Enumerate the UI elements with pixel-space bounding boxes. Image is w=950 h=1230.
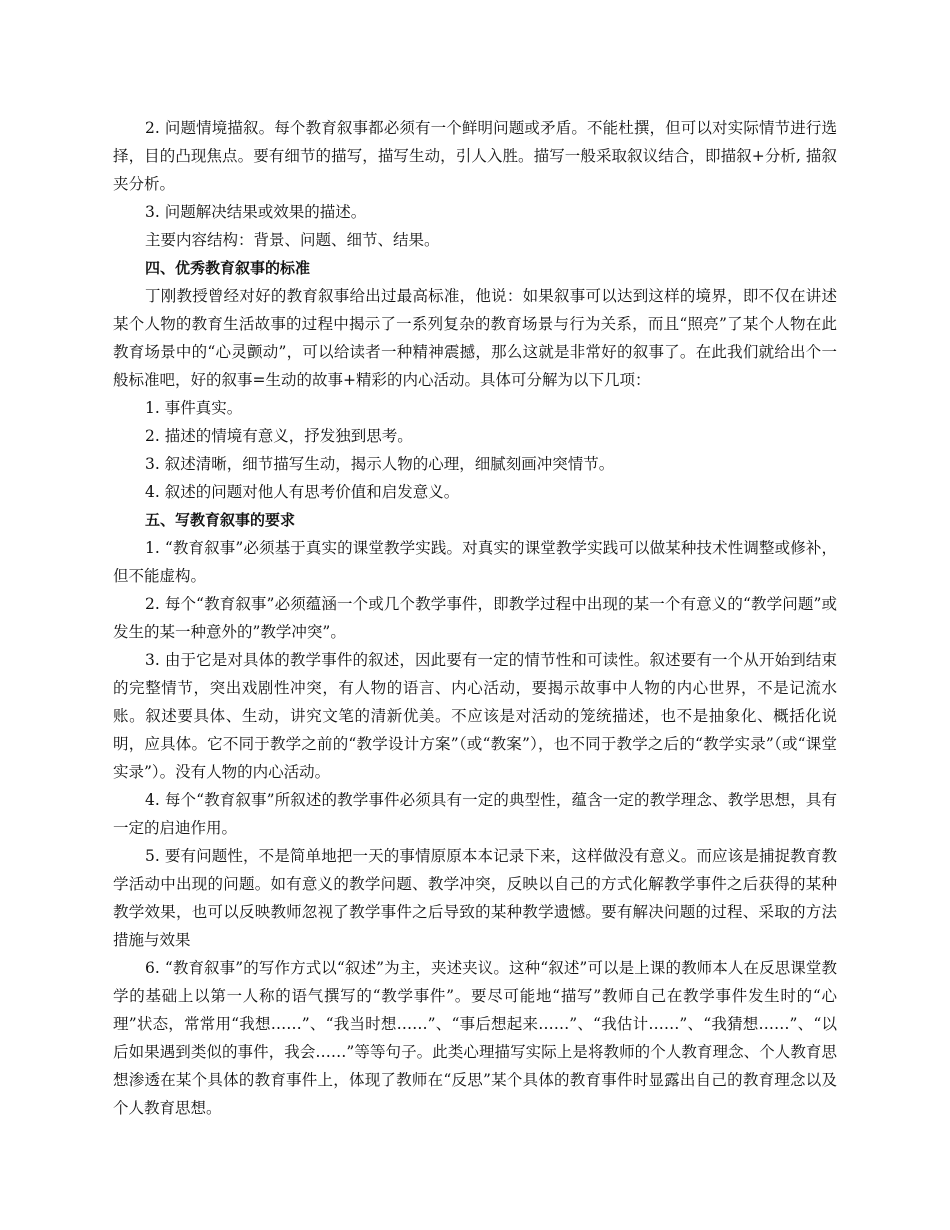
list-item-standard-4: 4. 叙述的问题对他人有思考价值和启发意义。 xyxy=(145,483,460,501)
list-item-requirement-1: 1. “教育叙事”必须基于真实的课堂教学实践。对真实的课堂教学实践可以做某种技术性调整或修补，但不能虚构。 xyxy=(113,539,837,585)
list-item-standard-2: 2. 描述的情境有意义，抒发独到思考。 xyxy=(145,427,413,445)
section-heading-standards: 四、优秀教育叙事的标准 xyxy=(145,259,311,277)
list-item-standard-1: 1. 事件真实。 xyxy=(145,399,243,417)
list-item-requirement-5: 5. 要有问题性，不是简单地把一天的事情原原本本记录下来，这样做没有意义。而应该是捕捉教育教学活动中出现的问题。如有意义的教学问题、教学冲突，反映以自己的方式化解教学事件之后获得的某种教学效果，也可以反映教师忽视了教学事件之后导致的某种教学遗憾。要有解决问题的过程、采取的方法措施与效果 xyxy=(113,847,837,949)
paragraph-content-structure: 主要内容结构：背景、问题、细节、结果。 xyxy=(145,231,440,249)
paragraph-problem-result: 3. 问题解决结果或效果的描述。 xyxy=(145,203,367,221)
paragraph-standards-intro: 丁刚教授曾经对好的教育叙事给出过最高标准，他说：如果叙事可以达到这样的境界，即不仅在讲述某个人物的教育生活故事的过程中揭示了一系列复杂的教育场景与行为关系，而且“照亮”了某个人物在此教育场景中的“心灵颤动”，可以给读者一种精神震撼，那么这就是非常好的叙事了。在此我们就给出个一般标准吧，好的叙事=生动的故事+精彩的内心活动。具体可分解为以下几项： xyxy=(113,287,837,389)
list-item-standard-3: 3. 叙述清晰，细节描写生动，揭示人物的心理，细腻刻画冲突情节。 xyxy=(145,455,615,473)
section-heading-requirements: 五、写教育叙事的要求 xyxy=(145,511,296,529)
list-item-requirement-2: 2. 每个“教育叙事”必须蕴涵一个或几个教学事件，即教学过程中出现的某一个有意义的“教学问题”或发生的某一种意外的”教学冲突”。 xyxy=(113,595,837,641)
document-page xyxy=(113,114,837,1122)
list-item-requirement-3: 3. 由于它是对具体的教学事件的叙述，因此要有一定的情节性和可读性。叙述要有一个从开始到结束的完整情节，突出戏剧性冲突，有人物的语言、内心活动，要揭示故事中人物的内心世界，不是记流水账。叙述要具体、生动，讲究文笔的清新优美。不应该是对活动的笼统描述，也不是抽象化、概括化说明，应具体。它不同于教学之前的“教学设计方案”（或“教案”），也不同于教学之后的“教学实录”（或“课堂实录”）。没有人物的内心活动。 xyxy=(113,651,837,781)
paragraph-problem-situation: 2. 问题情境描叙。每个教育叙事都必须有一个鲜明问题或矛盾。不能杜撰，但可以对实际情节进行选择，目的凸现焦点。要有细节的描写，描写生动，引人入胜。描写一般采取叙议结合，即描叙+分析, 描叙夹分析。 xyxy=(113,119,837,193)
list-item-requirement-6: 6. “教育叙事”的写作方式以“叙述”为主，夹述夹议。这种“叙述”可以是上课的教师本人在反思课堂教学的基础上以第一人称的语气撰写的“教学事件”。要尽可能地“描写”教师自己在教学事件发生时的“心理”状态，常常用“我想……”、“我当时想……”、“事后想起来……”、“我估计……”、“我猜想……”、“以后如果遇到类似的事件，我会……”等等句子。此类心理描写实际上是将教师的个人教育理念、个人教育思想渗透在某个具体的教育事件上，体现了教师在“反思”某个具体的教育事件时显露出自己的教育理念以及个人教育思想。 xyxy=(113,959,837,1117)
list-item-requirement-4: 4. 每个“教育叙事”所叙述的教学事件必须具有一定的典型性，蕴含一定的教学理念、教学思想，具有一定的启迪作用。 xyxy=(113,791,837,837)
